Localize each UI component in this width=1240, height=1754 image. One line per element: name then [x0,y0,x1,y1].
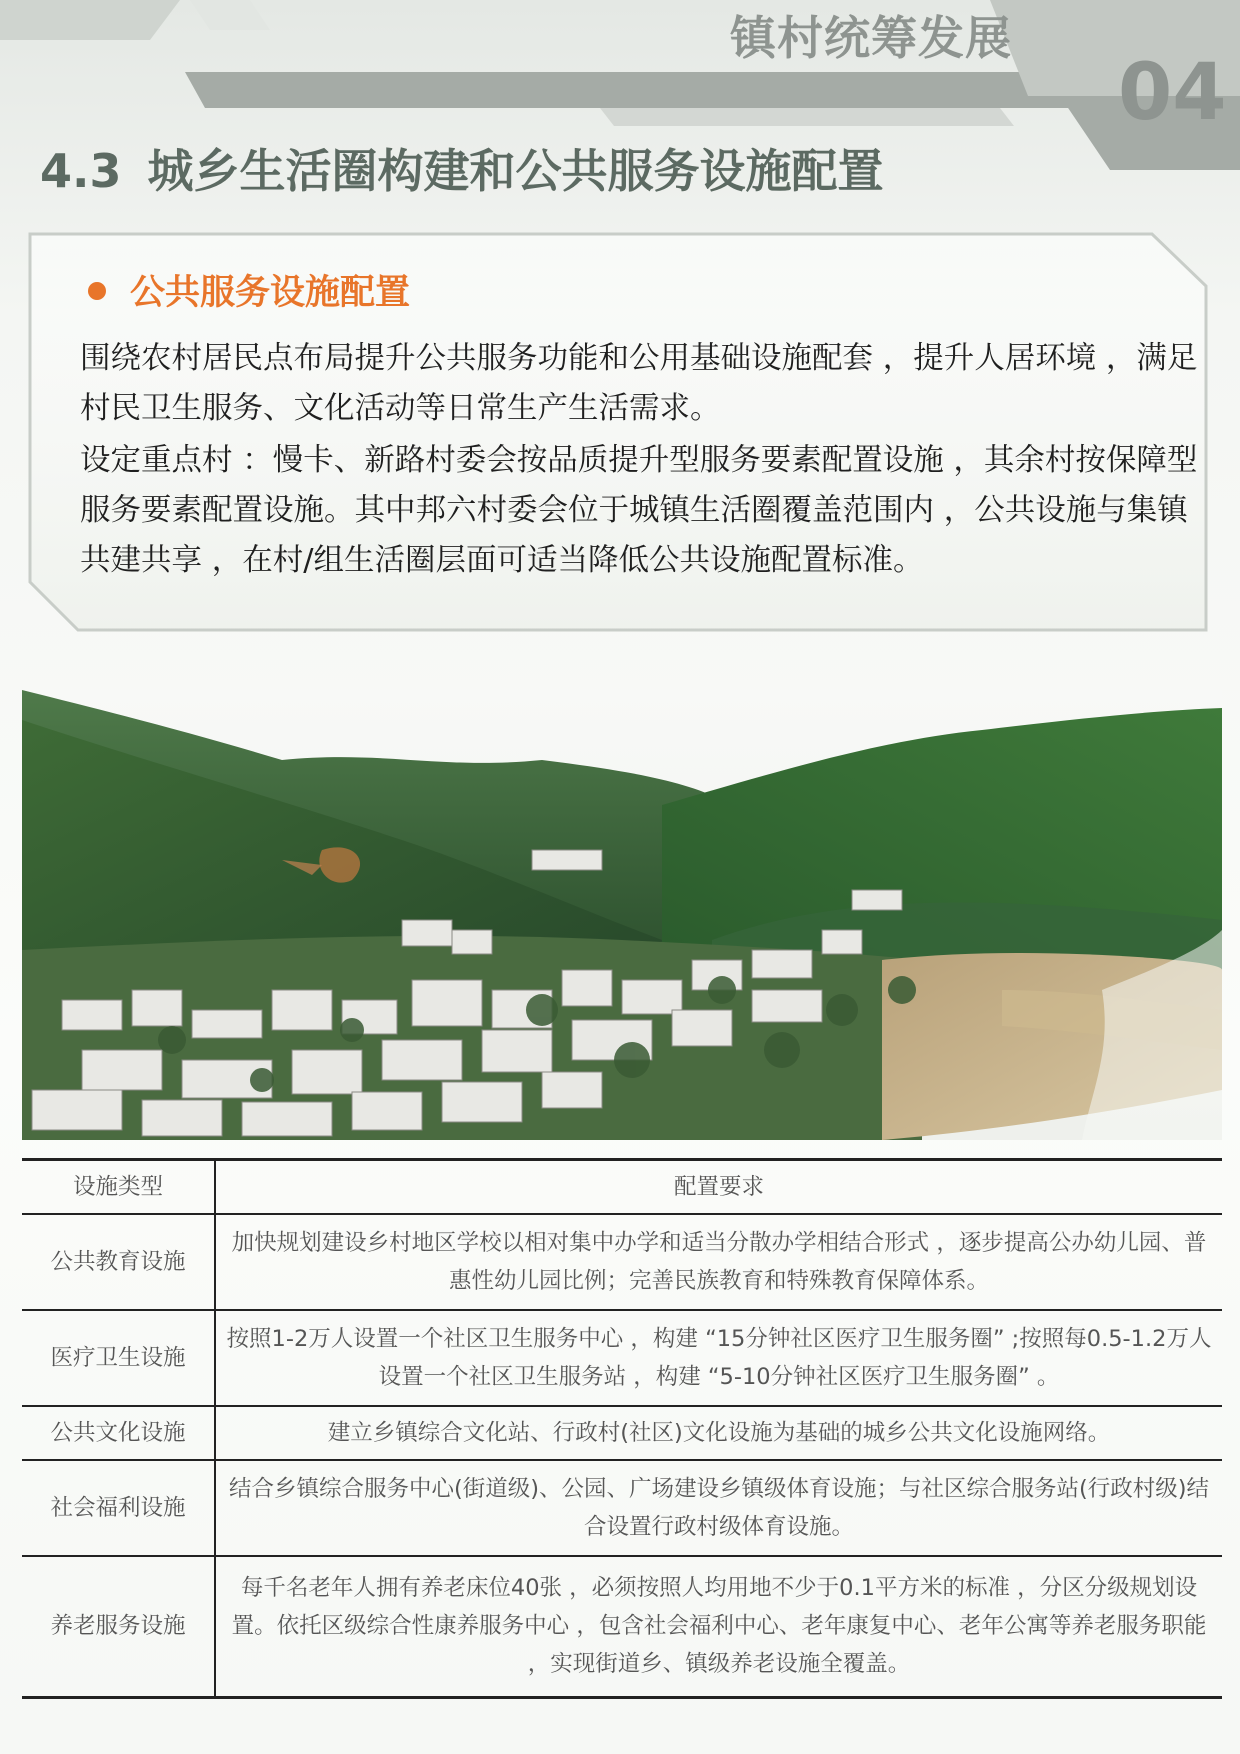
info-box-heading-text: 公共服务设施配置 [130,273,411,313]
info-paragraph-2: 设定重点村 ：慢卡、新路村委会按品质提升型服务要素配置设施 ，其余村按保障型服务要素配置设施。其中邦六村委会位于城镇生活圈覆盖范围内 ，公共设施与集镇共建共享 ，在村/组生活圈层面可适当降低公共设施配置标准。 [80,443,1198,578]
table-row [22,1556,1222,1698]
table-header-row [22,1160,1222,1214]
header-requirement: 配置要求 [215,1160,1222,1214]
facility-type-cell: 社会福利设施 [22,1460,215,1556]
chapter-number: 04 [1118,48,1227,138]
table-row [22,1460,1222,1556]
facility-type-cell: 养老服务设施 [22,1556,215,1698]
section-heading [40,136,980,206]
table-row [22,1310,1222,1406]
village-landscape-photo [22,690,1222,1140]
facilities-table [22,1158,1222,1699]
facility-type-cell: 公共教育设施 [22,1214,215,1310]
facility-type-cell: 公共文化设施 [22,1406,215,1460]
facility-type-cell: 医疗卫生设施 [22,1310,215,1406]
bullet-dot-icon [88,282,106,300]
section-number: 4.3 [40,144,122,198]
requirement-cell: 加快规划建设乡村地区学校以相对集中办学和适当分散办学相结合形式 ，逐步提高公办幼儿园、普惠性幼儿园比例；完善民族教育和特殊教育保障体系。 [215,1214,1222,1310]
info-box-heading [88,268,508,318]
requirement-cell: 结合乡镇综合服务中心(街道级)、公园、广场建设乡镇级体育设施；与社区综合服务站(行政村级)结合设置行政村级体育设施。 [215,1460,1222,1556]
requirement-cell: 按照1-2万人设置一个社区卫生服务中心 ，构建 “15分钟社区医疗卫生服务圈” ;按照每0.5-1.2万人设置一个社区卫生服务站 ，构建 “5-10分钟社区医疗卫生服务圈” 。 [215,1310,1222,1406]
table-row [22,1214,1222,1310]
chapter-title: 镇村统筹发展 [730,11,1012,65]
table-row [22,1406,1222,1460]
requirement-cell: 每千名老年人拥有养老床位40张 ，必须按照人均用地不少于0.1平方米的标准 ，分区分级规划设置。依托区级综合性康养服务中心 ，包含社会福利中心、老年康复中心、老年公寓等养老服务职能 ，实现街道乡、镇级养老设施全覆盖。 [215,1556,1222,1698]
section-title: 城乡生活圈构建和公共服务设施配置 [147,144,884,198]
header-facility-type: 设施类型 [22,1160,215,1214]
requirement-cell: 建立乡镇综合文化站、行政村(社区)文化设施为基础的城乡公共文化设施网络。 [215,1406,1222,1460]
info-paragraph-1: 围绕农村居民点布局提升公共服务功能和公用基础设施配套 ，提升人居环境 ，满足村民卫生服务、文化活动等日常生产生活需求。 [80,341,1198,426]
